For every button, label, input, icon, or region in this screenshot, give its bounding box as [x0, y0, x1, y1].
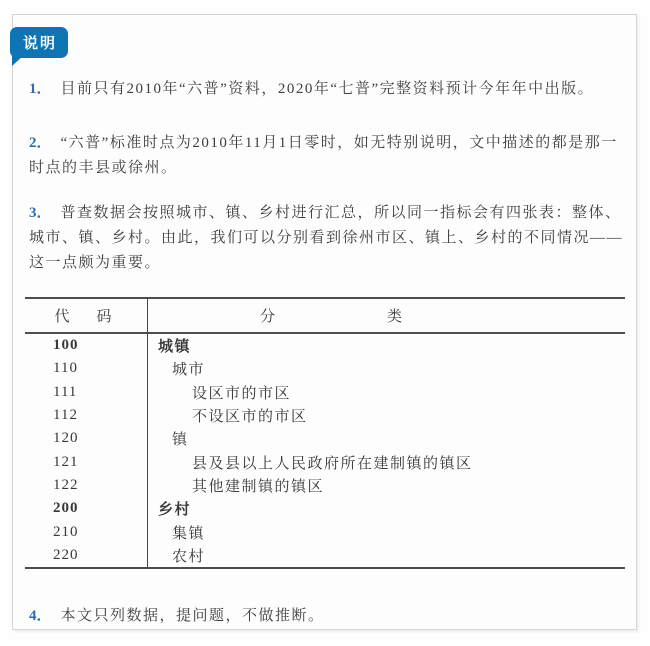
table-row: [25, 427, 625, 450]
table-row: [25, 404, 625, 427]
code-cell: 121: [25, 450, 148, 473]
note-text: 目前只有2010年“六普”资料，2020年“七普”完整资料预计今年年中出版。: [60, 81, 595, 97]
notes-badge: 说明: [10, 27, 68, 58]
column-header-code: 代 码: [25, 299, 148, 332]
code-cell: 110: [25, 357, 148, 380]
code-cell: 111: [25, 381, 148, 404]
table-row: [25, 497, 625, 520]
category-cell: 县及县以上人民政府所在建制镇的镇区: [192, 455, 473, 472]
code-cell: 112: [25, 404, 148, 427]
note-item-1: [29, 77, 623, 102]
table-row: [25, 450, 625, 473]
note-number: 4．: [29, 608, 52, 624]
table-row: [25, 474, 625, 497]
category-cell: 集镇: [172, 525, 206, 542]
table-row: [25, 544, 625, 567]
table-row: [25, 520, 625, 543]
table-header-row: [25, 299, 625, 334]
note-text: 普查数据会按照城市、镇、乡村进行汇总，所以同一指标会有四张表：整体、城市、镇、乡村。由此，我们可以分别看到徐州市区、镇上、乡村的不同情况——这一点颇为重要。: [29, 205, 624, 271]
note-text: 本文只列数据，提问题，不做推断。: [60, 608, 325, 624]
category-cell: 乡村: [158, 502, 192, 519]
code-cell: 120: [25, 427, 148, 450]
category-cell: 设区市的市区: [192, 385, 292, 402]
category-cell: 城市: [172, 362, 206, 379]
category-cell: 城镇: [158, 339, 192, 356]
code-cell: 210: [25, 520, 148, 543]
category-cell: 农村: [172, 548, 206, 565]
note-number: 1．: [29, 81, 52, 97]
notes-panel: [12, 14, 637, 630]
note-item-4: [29, 604, 623, 629]
note-number: 2．: [29, 135, 52, 151]
table-row: [25, 381, 625, 404]
note-item-3: [29, 201, 623, 276]
column-header-category: [148, 299, 625, 332]
category-cell: 其他建制镇的镇区: [192, 478, 325, 495]
code-cell: 100: [25, 334, 148, 357]
table-row: [25, 357, 625, 380]
category-cell: 镇: [172, 432, 189, 449]
note-number: 3．: [29, 205, 52, 221]
column-header-category-right: 类: [387, 309, 403, 325]
category-cell: 不设区市的市区: [192, 409, 308, 426]
table-row: [25, 334, 625, 357]
code-cell: 122: [25, 474, 148, 497]
column-header-category-left: 分: [260, 309, 276, 325]
classification-table: [25, 297, 625, 569]
code-cell: 220: [25, 544, 148, 567]
note-item-2: [29, 131, 623, 181]
note-text: “六普”标准时点为2010年11月1日零时，如无特别说明，文中描述的都是那一时点的丰县或徐州。: [29, 135, 618, 176]
code-cell: 200: [25, 497, 148, 520]
